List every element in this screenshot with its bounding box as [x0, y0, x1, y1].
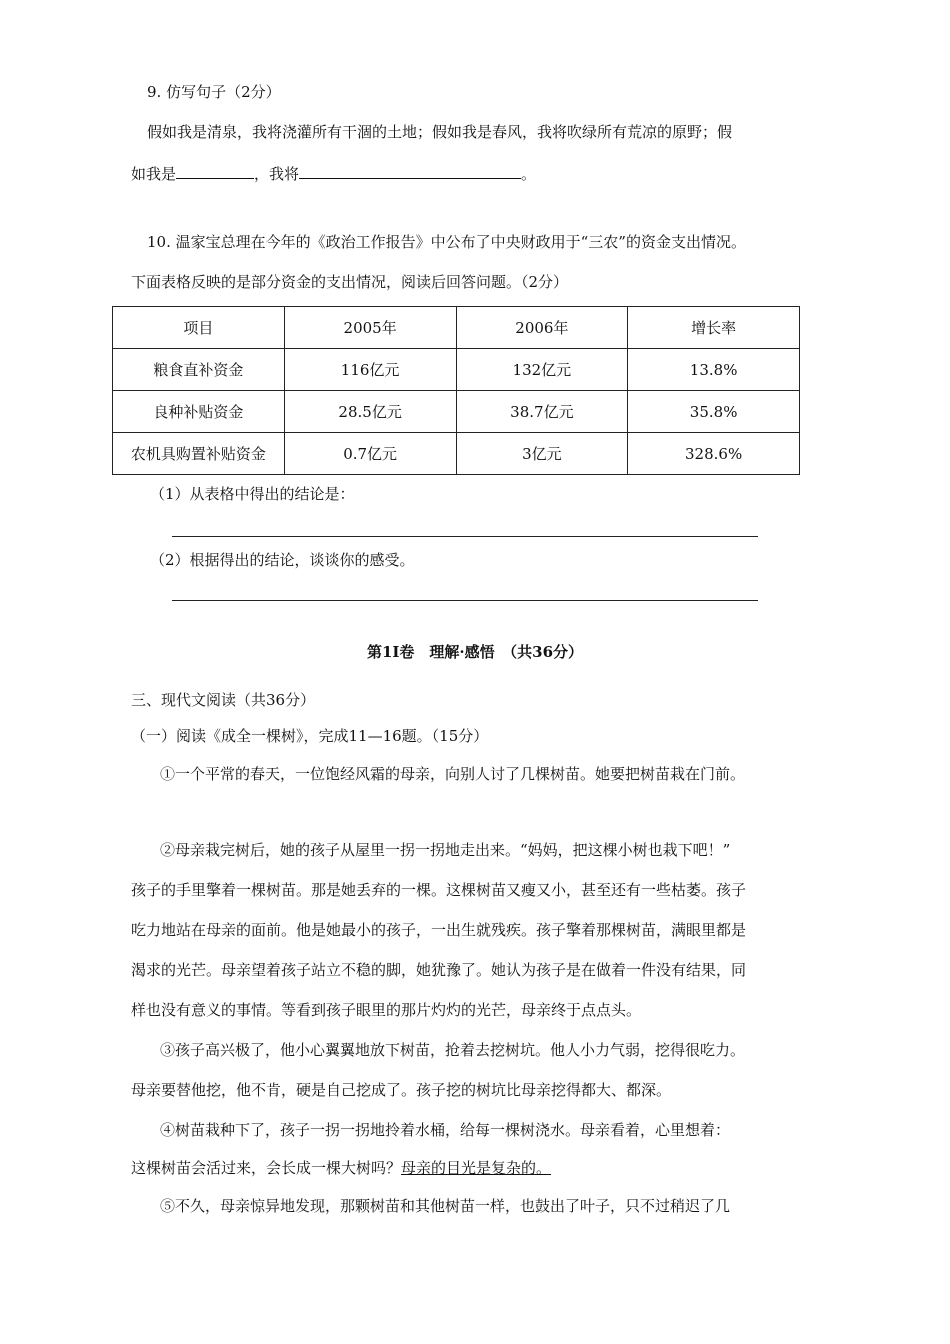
paragraph-1: ①一个平常的春天，一位饱经风霜的母亲，向别人讨了几棵树苗。她要把树苗栽在门前。 — [160, 765, 746, 783]
part3-subheading: （一）阅读《成全一棵树》，完成11—16题。（15分） — [131, 727, 489, 745]
table-cell: 良种补贴资金 — [113, 391, 285, 433]
table-header-cell: 项目 — [113, 307, 285, 349]
table-header-cell: 增长率 — [628, 307, 800, 349]
q9-text-part-c: 。 — [521, 165, 537, 183]
paragraph-4-plain: 这棵树苗会活过来，会长成一棵大树吗？ — [131, 1159, 402, 1177]
table-cell: 28.5亿元 — [284, 391, 456, 433]
paragraph-2-line: 渴求的光芒。母亲望着孩子站立不稳的脚，她犹豫了。她认为孩子是在做着一件没有结果，同 — [131, 961, 747, 979]
table-cell: 328.6% — [628, 433, 800, 475]
answer-line-2[interactable] — [172, 600, 758, 601]
answer-line-1[interactable] — [172, 536, 758, 537]
q9-blank-1[interactable] — [176, 162, 254, 179]
q9-text-part-b: ，我将 — [254, 165, 300, 183]
table-cell: 38.7亿元 — [456, 391, 628, 433]
paragraph-5: ⑤不久，母亲惊异地发现，那颗树苗和其他树苗一样，也鼓出了叶子，只不过稍迟了几 — [160, 1197, 731, 1215]
paragraph-2-line: 吃力地站在母亲的面前。他是她最小的孩子，一出生就残疾。孩子擎着那棵树苗，满眼里都是 — [131, 921, 747, 939]
table-row — [113, 433, 800, 475]
funding-table — [112, 306, 800, 475]
table-cell: 35.8% — [628, 391, 800, 433]
q9-heading: 9. 仿写句子（2分） — [147, 83, 281, 101]
table-header-cell: 2005年 — [284, 307, 456, 349]
paragraph-4-line — [131, 1158, 551, 1178]
table-row — [113, 391, 800, 433]
section-title: 第1I卷 理解·感悟 （共36分） — [366, 643, 584, 661]
table-cell: 13.8% — [628, 349, 800, 391]
table-cell: 0.7亿元 — [284, 433, 456, 475]
table-header-cell: 2006年 — [456, 307, 628, 349]
q10-sub2: （2）根据得出的结论，谈谈你的感受。 — [150, 551, 415, 569]
table-cell: 116亿元 — [284, 349, 456, 391]
table-cell: 农机具购置补贴资金 — [113, 433, 285, 475]
underlined-sentence: 母亲的目光是复杂的。 — [401, 1159, 552, 1177]
table-header-row — [113, 307, 800, 349]
paragraph-2-line: ②母亲栽完树后，她的孩子从屋里一拐一拐地走出来。“妈妈，把这棵小树也栽下吧！” — [160, 841, 731, 859]
table-row — [113, 349, 800, 391]
q10-text-line1: 10. 温家宝总理在今年的《政治工作报告》中公布了中央财政用于“三农”的资金支出情况。 — [147, 233, 746, 251]
table-cell: 3亿元 — [456, 433, 628, 475]
paragraph-4-line: ④树苗栽种下了，孩子一拐一拐地拎着水桶，给每一棵树浇水。母亲看着，心里想着： — [160, 1121, 731, 1139]
q9-text-line2 — [131, 162, 536, 184]
paragraph-3-line: 母亲要替他挖，他不肯，硬是自己挖成了。孩子挖的树坑比母亲挖得都大、都深。 — [131, 1081, 672, 1099]
q9-text-part-a: 如我是 — [131, 165, 177, 183]
paragraph-2-line: 样也没有意义的事情。等看到孩子眼里的那片灼灼的光芒，母亲终于点点头。 — [131, 1001, 642, 1019]
q10-text-line2: 下面表格反映的是部分资金的支出情况，阅读后回答问题。（2分） — [131, 273, 569, 291]
paragraph-2-line: 孩子的手里擎着一棵树苗。那是她丢弃的一棵。这棵树苗又瘦又小，甚至还有一些枯萎。孩子 — [131, 881, 747, 899]
q9-text-line1: 假如我是清泉，我将浇灌所有干涸的土地；假如我是春风，我将吹绿所有荒凉的原野；假 — [147, 123, 733, 141]
table-cell: 粮食直补资金 — [113, 349, 285, 391]
part3-heading: 三、现代文阅读（共36分） — [131, 691, 316, 709]
paragraph-3-line: ③孩子高兴极了，他小心翼翼地放下树苗，抢着去挖树坑。他人小力气弱，挖得很吃力。 — [160, 1041, 746, 1059]
q10-sub1: （1）从表格中得出的结论是： — [150, 485, 355, 503]
q9-blank-2[interactable] — [299, 162, 521, 179]
table-cell: 132亿元 — [456, 349, 628, 391]
